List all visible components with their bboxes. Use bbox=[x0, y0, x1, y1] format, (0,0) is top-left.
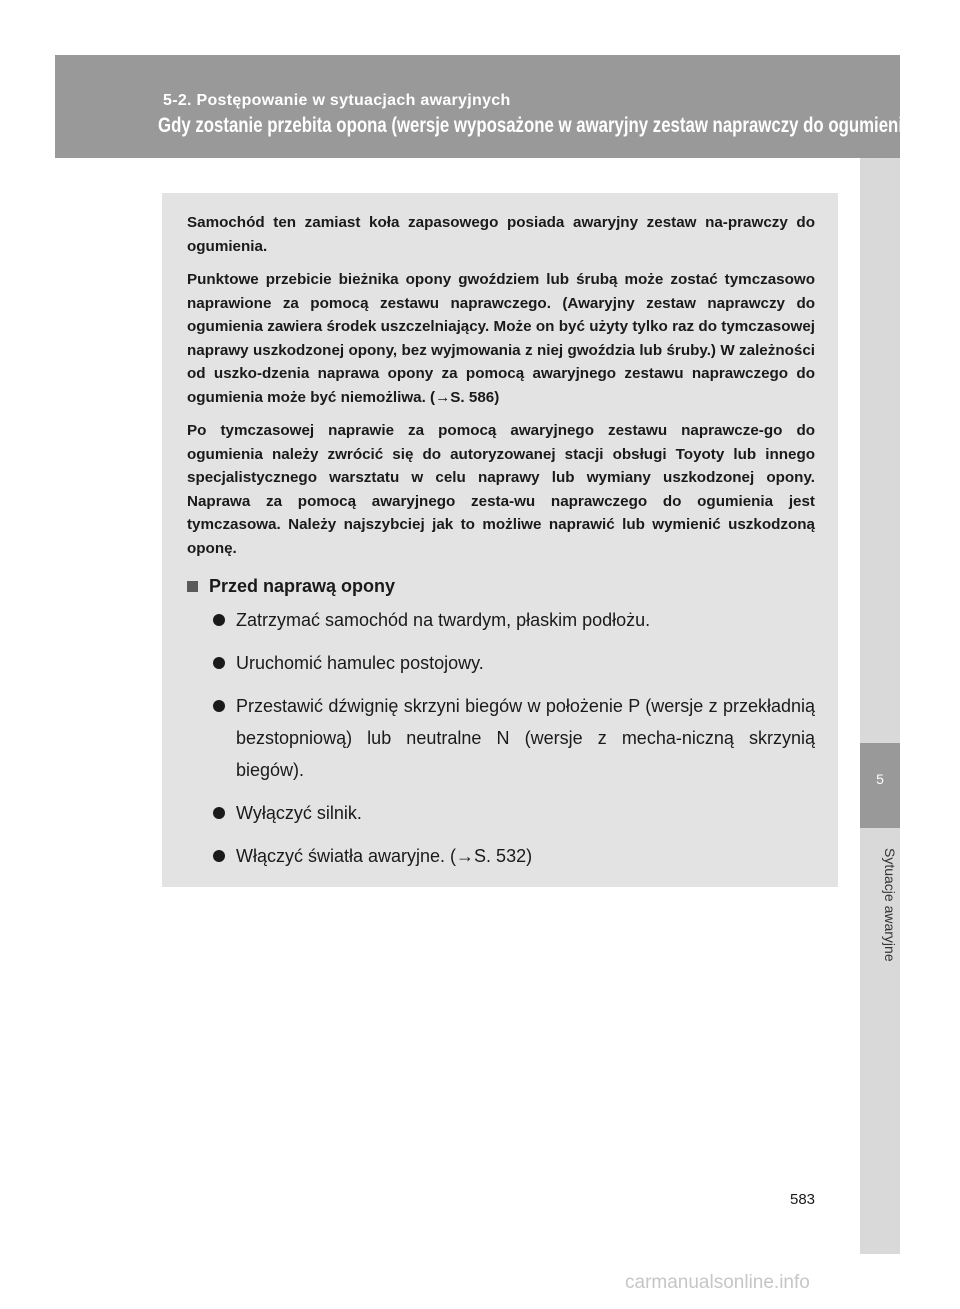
list-item bbox=[187, 840, 815, 872]
bullet-dot-icon bbox=[213, 700, 225, 712]
list-item-text: Zatrzymać samochód na twardym, płaskim podłożu. bbox=[236, 610, 651, 630]
section-subheading bbox=[187, 574, 815, 598]
list-item bbox=[187, 604, 815, 636]
list-item-text: Uruchomić hamulec postojowy. bbox=[236, 653, 484, 673]
list-item-text: Przestawić dźwignię skrzyni biegów w położenie P (wersje z przekładnią bezstopniową) lub neutralne N (wersje z mecha-niczną skrzynią biegów). bbox=[236, 696, 815, 780]
page-title: Gdy zostanie przebita opona (wersje wyposażone w awaryjny zestaw naprawczy do ogumienia) bbox=[158, 114, 918, 137]
list-item bbox=[187, 690, 815, 786]
side-tab-upper bbox=[860, 158, 900, 743]
side-tab-lower bbox=[860, 828, 900, 1254]
page-number: 583 bbox=[790, 1191, 816, 1208]
info-box-content bbox=[187, 211, 815, 883]
steps-list bbox=[187, 604, 815, 872]
square-bullet-icon bbox=[187, 581, 198, 592]
subheading-text: Przed naprawą opony bbox=[209, 576, 396, 596]
section-label: 5-2. Postępowanie w sytuacjach awaryjnych bbox=[163, 92, 511, 109]
chapter-number: 5 bbox=[876, 771, 884, 787]
after-repair-paragraph: Po tymczasowej naprawie za pomocą awaryjnego zestawu naprawcze-go do ogumienia należy zwrócić się do autoryzowanej stacji obsługi Toyoty lub innego specjalistycznego warsztatu w celu naprawy lub wymiany uszkodzonej opony. Naprawa za pomocą awaryjnego zesta-wu naprawczego do ogumienia jest tymczasowa. Należy najszybciej jak to możliwe naprawić lub wymienić uszkodzoną oponę. bbox=[187, 422, 815, 557]
bullet-dot-icon bbox=[213, 657, 225, 669]
watermark: carmanualsonline.info bbox=[625, 1272, 810, 1293]
list-item bbox=[187, 647, 815, 679]
info-box bbox=[162, 193, 838, 887]
repair-info-paragraph: Punktowe przebicie bieżnika opony gwoździem lub śrubą może zostać tymczasowo naprawione za pomocą zestawu naprawczego. (Awaryjny zestaw naprawczy do ogumienia zawiera środek uszczelniający. Może on być użyty tylko raz do tymczasowej naprawy uszkodzonej opony, bez wyjmowania z niej gwoździa lub śruby.) W zależności od uszko-dzenia naprawa opony za pomocą awaryjnego zestawu naprawczego do ogumienia może być niemożliwa. (→S. 586) bbox=[187, 271, 815, 406]
bullet-dot-icon bbox=[213, 807, 225, 819]
list-item-text: Wyłączyć silnik. bbox=[236, 803, 362, 823]
list-item-text: Włączyć światła awaryjne. (→S. 532) bbox=[236, 846, 533, 866]
list-item bbox=[187, 797, 815, 829]
bullet-dot-icon bbox=[213, 614, 225, 626]
chapter-tab bbox=[860, 743, 900, 828]
bullet-dot-icon bbox=[213, 850, 225, 862]
chapter-title: Sytuacje awaryjne bbox=[882, 848, 898, 962]
intro-paragraph: Samochód ten zamiast koła zapasowego posiada awaryjny zestaw na-prawczy do ogumienia. bbox=[187, 214, 815, 255]
